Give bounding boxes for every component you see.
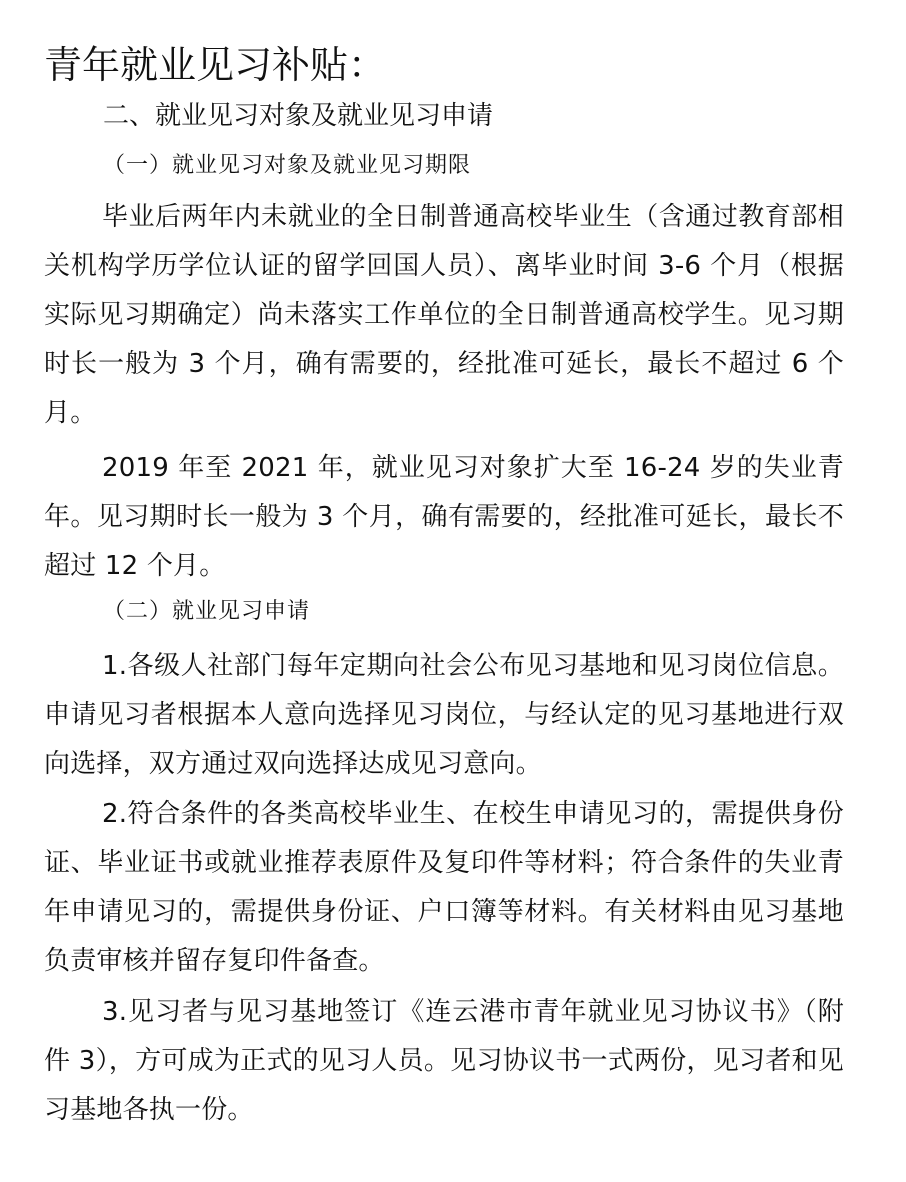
list-item-1: 1.各级人社部门每年定期向社会公布见习基地和见习岗位信息。申请见习者根据本人意向选择见习岗位，与经认定的见习基地进行双向选择，双方通过双向选择达成见习意向。 (44, 651, 844, 779)
section-heading: 二、就业见习对象及就业见习申请 (103, 101, 494, 131)
list-item-2: 2.符合条件的各类高校毕业生、在校生申请见习的，需提供身份证、毕业证书或就业推荐表原件及复印件等材料；符合条件的失业青年申请见习的，需提供身份证、户口簿等材料。有关材料由见习基地负责审核并留存复印件备查。 (44, 799, 844, 976)
subsection-heading-2: （二）就业见习申请 (103, 599, 311, 624)
list-item-3: 3.见习者与见习基地签订《连云港市青年就业见习协议书》（附件 3），方可成为正式的见习人员。见习协议书一式两份，见习者和见习基地各执一份。 (44, 997, 844, 1125)
subsection-heading-1: （一）就业见习对象及就业见习期限 (103, 153, 472, 178)
paragraph-expansion: 2019 年至 2021 年，就业见习对象扩大至 16-24 岁的失业青年。见习期时长一般为 3 个月，确有需要的，经批准可延长，最长不超过 12 个月。 (44, 453, 844, 581)
document-title: 青年就业见习补贴： (44, 43, 387, 87)
paragraph-eligibility: 毕业后两年内未就业的全日制普通高校毕业生（含通过教育部相关机构学历学位认证的留学回国人员）、离毕业时间 3-6 个月（根据实际见习期确定）尚未落实工作单位的全日制普通高校学生。见习期时长一般为 3 个月，确有需要的，经批准可延长，最长不超过 6 个月。 (44, 202, 844, 428)
